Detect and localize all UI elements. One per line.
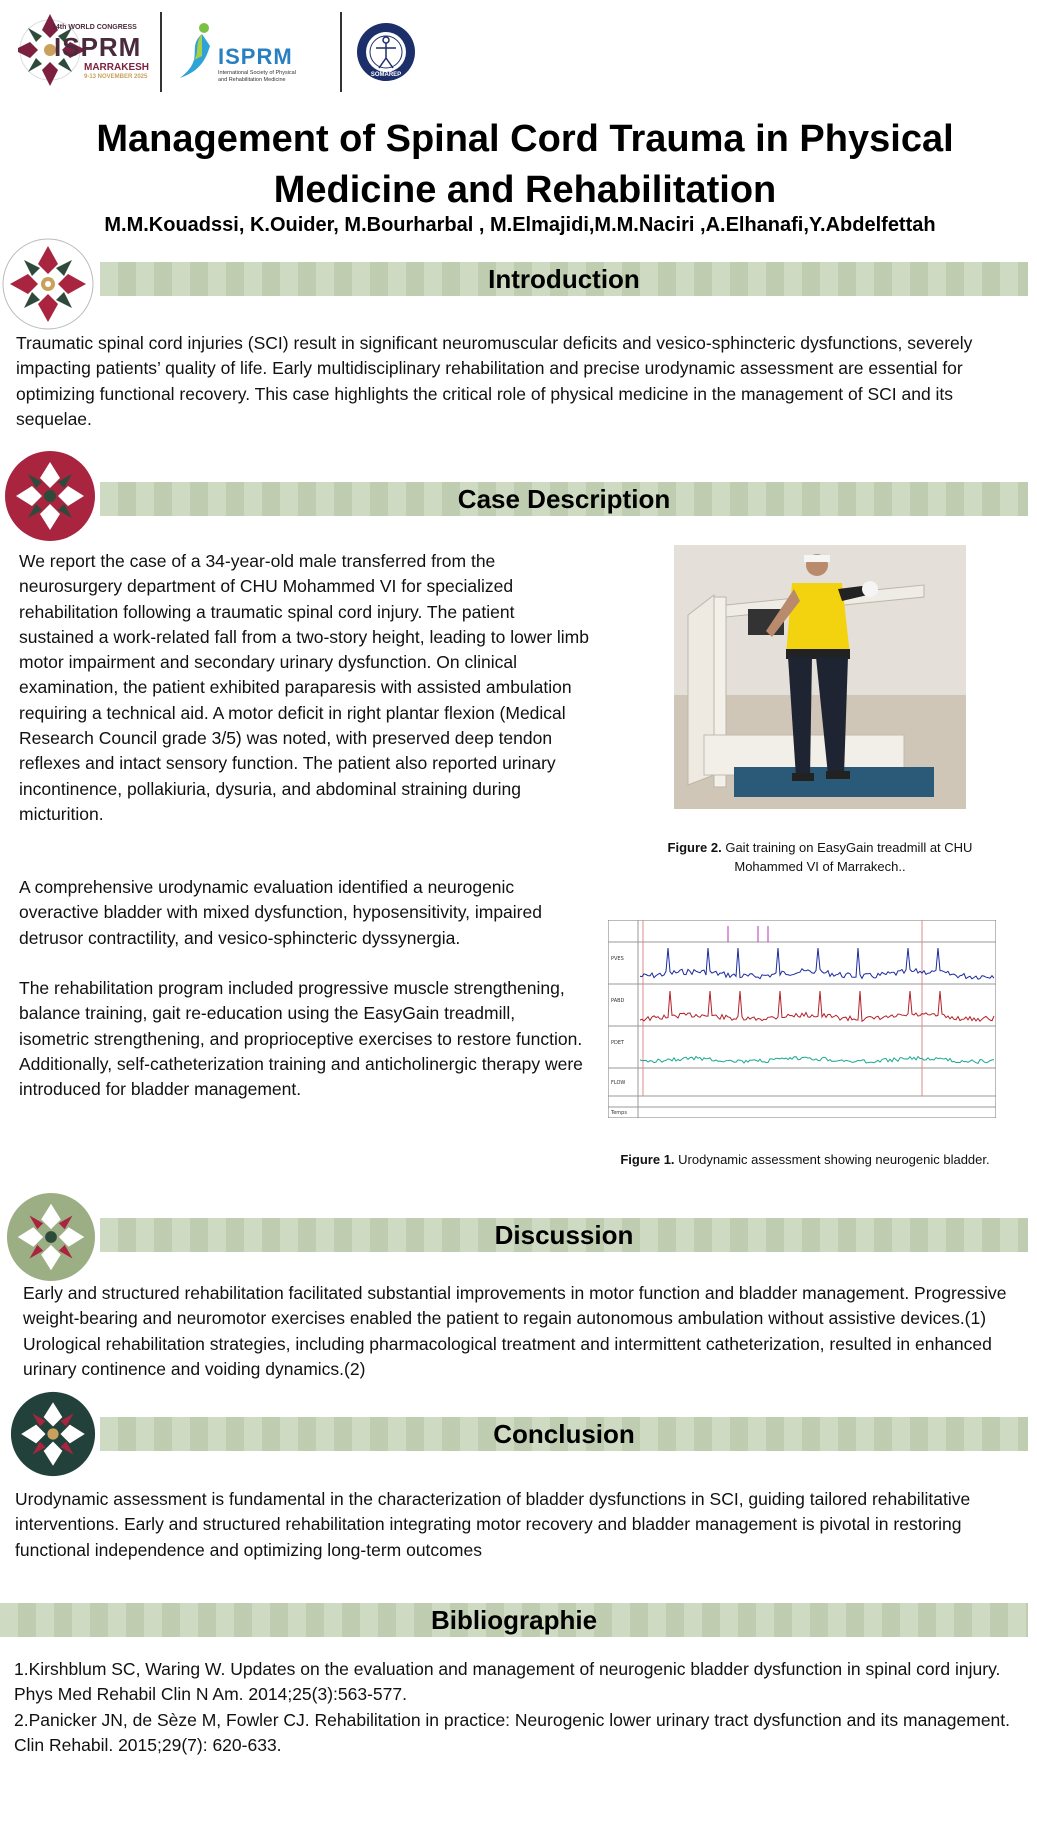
logo-row (18, 8, 438, 92)
case-paragraph-3: The rehabilitation program included progressive muscle strengthening, balance training, gait re-education using the EasyGain treadmill, isometric strengthening, and proprioceptive exercises to restore function. Additionally, self-catheterization training and anticholinergic therapy were introduced for bladder management. (19, 978, 583, 1100)
discussion-text: Early and structured rehabilitation facilitated substantial improvements in motor function and bladder management. Progressive weight-bearing and neuromotor exercises enabled the patient to regain autonomous ambulation without assistive devices.(1) Urological rehabilitation strategies, including pharmacological treatment and intermittent catheterization, resulted in enhanced urinary continence and voiding dynamics.(2) (23, 1283, 1007, 1379)
case-heading: Case Description (457, 484, 671, 514)
introduction-text: Traumatic spinal cord injuries (SCI) result in significant neuromuscular deficits and vesico-sphincteric dysfunctions, severely impacting patients’ quality of life. Early multidisciplinary rehabilitation and precise urodynamic assessment are essential for optimizing functional recovery. This case highlights the critical role of physical medicine in the management of SCI and its sequelae. (16, 333, 973, 429)
figure-2-caption (650, 838, 990, 876)
somarep-text: SOMAREP (370, 72, 402, 78)
urodynamic-row-1-label: PVES (611, 956, 624, 962)
urodynamic-row-3-label: PDET (611, 1040, 625, 1046)
bibliography-heading: Bibliographie (430, 1605, 598, 1635)
congress-dates: 9-13 NOVEMBER 2025 (84, 74, 148, 80)
congress-city: MARRAKESH (84, 62, 149, 73)
case-paragraph-2: A comprehensive urodynamic evaluation identified a neurogenic overactive bladder with mixed dysfunction, hyposensitivity, impaired detrusor contractility, and vesico-sphincteric dyssynergia. (19, 877, 542, 948)
figure-1-text: Urodynamic assessment showing neurogenic bladder. (678, 1152, 990, 1167)
case-paragraph-1: We report the case of a 34-year-old male transferred from the neurosurgery department of CHU Mohammed VI for specialized rehabilitation following a traumatic spinal cord injury. The patient sustained a work-related fall from a two-story height, leading to lower limb motor impairment and secondary urinary dysfunction. On clinical examination, the patient exhibited paraparesis with assisted ambulation requiring a technical aid. A motor deficit in right plantar flexion (Medical Research Council grade 3/5) was noted, with preserved deep tendon reflexes and intact sensory function. The patient also reported urinary incontinence, pollakiuria, dysuria, and abdominal straining during micturition. (19, 551, 589, 824)
logo-divider (160, 12, 162, 92)
congress-line1: 14th WORLD CONGRESS (52, 24, 137, 31)
treadmill-photo (674, 545, 966, 809)
introduction-bar (100, 262, 1028, 296)
urodynamic-row-4-label: FLOW (611, 1080, 626, 1086)
figure-2-label: Figure 2. (667, 840, 722, 855)
congress-name: ISPRM (54, 32, 142, 62)
medallion-icon (6, 1192, 96, 1282)
case-bar (100, 482, 1028, 516)
urodynamic-figure (608, 920, 996, 1118)
figure-2-text: Gait training on EasyGain treadmill at CHU Mohammed VI of Marrakech.. (725, 840, 973, 874)
conclusion-heading: Conclusion (493, 1419, 635, 1449)
medallion-icon (10, 1391, 96, 1477)
medallion-icon (2, 238, 94, 330)
reference-1: 1.Kirshblum SC, Waring W. Updates on the evaluation and management of neurogenic bladder dysfunction in spinal cord injury. Phys Med Rehabil Clin N Am. 2014;25(3):563-577. (14, 1659, 1001, 1705)
urodynamic-time-label: Temps (611, 1110, 627, 1116)
discussion-heading: Discussion (494, 1220, 634, 1250)
society-name: ISPRM (218, 44, 293, 69)
figure-1-caption (600, 1150, 1010, 1169)
logo-divider (340, 12, 342, 92)
figure-1-label: Figure 1. (620, 1152, 675, 1167)
medallion-icon (4, 450, 96, 542)
authors: M.M.Kouadssi, K.Ouider, M.Bourharbal , M.Elmajidi,M.M.Naciri ,A.Elhanafi,Y.Abdelfettah (104, 214, 936, 236)
poster-title: Management of Spinal Cord Trauma in Physical Medicine and Rehabilitation (96, 118, 954, 211)
isprm-figure-icon (176, 22, 218, 80)
society-line1: International Society of Physical (218, 70, 296, 76)
bibliography-bar (0, 1603, 1028, 1637)
society-line2: and Rehabilitation Medicine (218, 77, 286, 83)
discussion-bar (100, 1218, 1028, 1252)
introduction-heading: Introduction (488, 264, 640, 294)
conclusion-text: Urodynamic assessment is fundamental in the characterization of bladder dysfunctions in SCI, guiding tailored rehabilitative interventions. Early and structured rehabilitation integrating motor recovery and bladder management is pivotal in restoring functional independence and optimizing long-term outcomes (15, 1489, 971, 1560)
urodynamic-row-2-label: PABD (611, 998, 625, 1004)
reference-2: 2.Panicker JN, de Sèze M, Fowler CJ. Rehabilitation in practice: Neurogenic lower urinary tract dysfunction and its management. Clin Rehabil. 2015;29(7): 620-633. (14, 1710, 1011, 1756)
conclusion-bar (100, 1417, 1028, 1451)
